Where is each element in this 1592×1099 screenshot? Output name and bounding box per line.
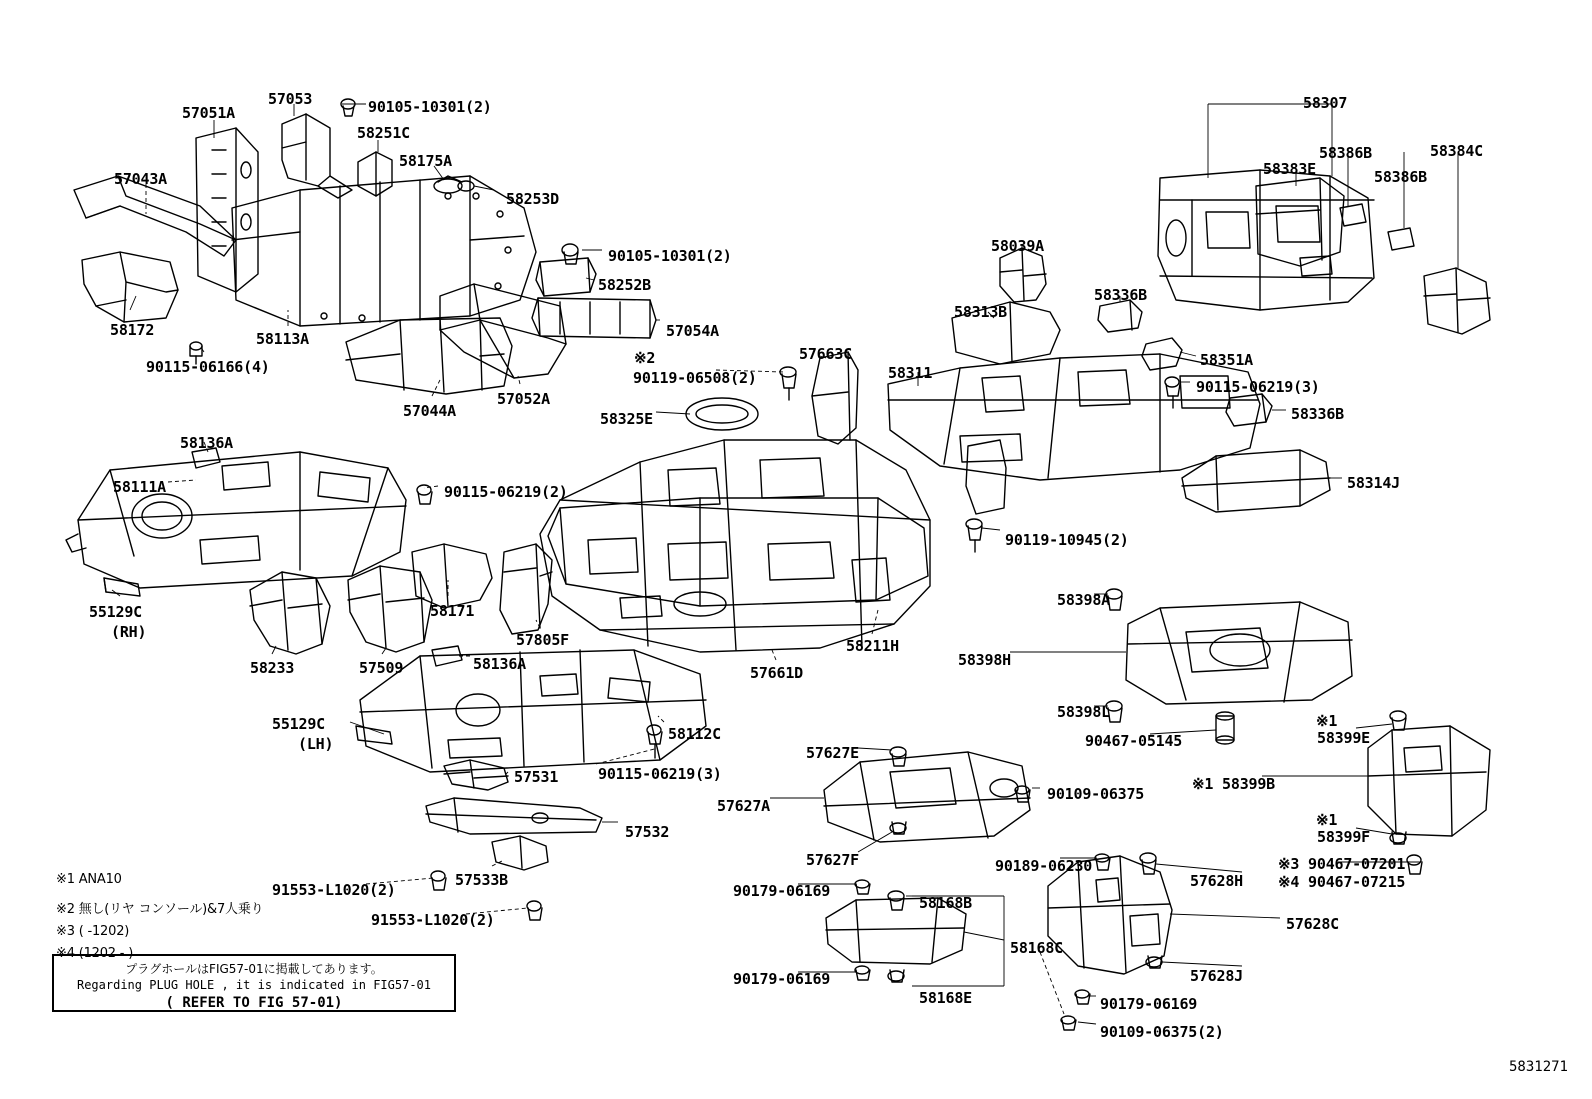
part-label-l71: ※4 90467-07215 bbox=[1278, 873, 1406, 891]
part-58175a bbox=[434, 176, 462, 193]
part-label-l35: 90115-06219(3) bbox=[598, 765, 722, 783]
part-label-l58: 90467-05145 bbox=[1085, 732, 1183, 750]
part-label-l80: 90109-06375(2) bbox=[1100, 1023, 1224, 1041]
part-58384c bbox=[1424, 268, 1490, 334]
part-label-l62: ※1 bbox=[1316, 811, 1338, 829]
fastener-90115-06219-b bbox=[647, 725, 662, 758]
part-label-l43: 58384C bbox=[1430, 142, 1483, 160]
part-55129c-rh bbox=[104, 578, 140, 596]
part-57052a bbox=[440, 284, 566, 378]
part-label-l42: 58386B bbox=[1319, 144, 1372, 162]
part-label-l14: ※2 bbox=[634, 349, 656, 367]
part-label-l16: 57663C bbox=[799, 345, 852, 363]
part-label-l30: 57661D bbox=[750, 664, 803, 682]
part-label-l13: 90115-06166(4) bbox=[146, 358, 270, 376]
note-4: ※4 (1202 - ) bbox=[56, 946, 134, 961]
part-label-l20: 58136A bbox=[180, 434, 233, 452]
part-label-l37: 57532 bbox=[625, 823, 670, 841]
fastener-90189-06230 bbox=[1095, 854, 1110, 870]
part-57533b bbox=[492, 836, 548, 870]
part-58311 bbox=[888, 354, 1260, 480]
part-58383e bbox=[1256, 178, 1344, 266]
part-58399b bbox=[1368, 726, 1490, 836]
part-label-l22: 90115-06219(2) bbox=[444, 483, 568, 501]
part-label-l48: 58313B bbox=[954, 303, 1007, 321]
part-label-l21: 58111A bbox=[113, 478, 166, 496]
part-58253d bbox=[458, 181, 474, 191]
part-57509 bbox=[348, 566, 432, 652]
fastener-58168e bbox=[888, 970, 904, 982]
part-58112c bbox=[360, 650, 706, 772]
fastener-90105-10301-a bbox=[341, 99, 355, 116]
part-label-l9: 58252B bbox=[598, 276, 651, 294]
part-label-l29: 57805F bbox=[516, 631, 569, 649]
part-label-l70: ※3 90467-07201 bbox=[1278, 855, 1406, 873]
part-label-l67: 57627F bbox=[806, 851, 859, 869]
part-label-l40: 91553-L1020(2) bbox=[371, 911, 495, 929]
part-label-l65: 57627A bbox=[717, 797, 770, 815]
part-label-l64: 57627E bbox=[806, 744, 859, 762]
part-label-l39: 91553-L1020(2) bbox=[272, 881, 396, 899]
part-label-l79: 90179-06169 bbox=[1100, 995, 1198, 1013]
fastener-90109-06375-a bbox=[1015, 786, 1030, 802]
part-58386b-b bbox=[1388, 228, 1414, 250]
part-label-l75: 58168C bbox=[1010, 939, 1063, 957]
fastener-90119-10945 bbox=[966, 519, 982, 552]
part-label-l24: (RH) bbox=[111, 623, 147, 641]
part-58311-crossmember bbox=[966, 440, 1006, 514]
note-line-ref: ( REFER TO FIG 57-01) bbox=[165, 995, 343, 1011]
part-58172 bbox=[82, 252, 178, 322]
part-57532 bbox=[426, 798, 602, 834]
part-57805f bbox=[500, 544, 552, 634]
part-58171 bbox=[412, 544, 492, 608]
part-57051a bbox=[196, 128, 258, 292]
fastener-58399e bbox=[1390, 711, 1406, 730]
fastener-57627e bbox=[890, 747, 906, 766]
fastener-57628j bbox=[1146, 956, 1162, 968]
part-label-l15: 90119-06508(2) bbox=[633, 369, 757, 387]
part-57043a bbox=[74, 176, 236, 256]
part-label-l18: 57052A bbox=[497, 390, 550, 408]
part-label-l54: 90119-10945(2) bbox=[1005, 531, 1129, 549]
part-58039a bbox=[1000, 248, 1046, 302]
note-line-jp: プラグホールはFIG57-01に掲載してあります。 bbox=[125, 962, 383, 976]
part-label-l52: 58336B bbox=[1291, 405, 1344, 423]
part-58314j bbox=[1182, 450, 1330, 512]
part-label-l53: 58314J bbox=[1347, 474, 1400, 492]
fastener-58399f bbox=[1390, 832, 1406, 844]
fastener-90179-06169-c bbox=[1075, 990, 1090, 1004]
fastener-57627f bbox=[890, 822, 906, 834]
part-58233 bbox=[250, 572, 330, 654]
part-label-l26: 58233 bbox=[250, 659, 295, 677]
fastener-91553-l1020-b bbox=[527, 901, 542, 920]
part-label-l45: 58386B bbox=[1374, 168, 1427, 186]
part-label-l7: 58253D bbox=[506, 190, 559, 208]
part-57531 bbox=[444, 760, 508, 790]
part-label-l36: 57531 bbox=[514, 768, 559, 786]
note-line-en: Regarding PLUG HOLE , it is indicated in FIG57-01 bbox=[76, 978, 431, 992]
part-label-l27: 57509 bbox=[359, 659, 404, 677]
part-58111a bbox=[66, 452, 406, 588]
part-label-l60: 58399E bbox=[1317, 729, 1370, 747]
part-58398h bbox=[1126, 602, 1352, 704]
part-label-l31: 58211H bbox=[846, 637, 899, 655]
part-label-l23: 55129C bbox=[89, 603, 142, 621]
part-label-l41: 58307 bbox=[1303, 94, 1348, 112]
part-label-l8: 90105-10301(2) bbox=[608, 247, 732, 265]
part-57053 bbox=[282, 114, 352, 198]
part-58336b-lower bbox=[1226, 394, 1272, 426]
part-label-l34: 58112C bbox=[668, 725, 721, 743]
part-label-l17: 57044A bbox=[403, 402, 456, 420]
part-58307 bbox=[1158, 170, 1374, 310]
part-57044a bbox=[346, 318, 512, 394]
part-label-l10: 58172 bbox=[110, 321, 155, 339]
part-label-l25: 58171 bbox=[430, 602, 475, 620]
part-label-l2: 57053 bbox=[268, 90, 313, 108]
part-58336b-upper bbox=[1098, 300, 1142, 332]
part-label-l63: 58399F bbox=[1317, 828, 1370, 846]
part-label-l51: 90115-06219(3) bbox=[1196, 378, 1320, 396]
fastener-90105-10301-b bbox=[562, 244, 578, 264]
fastener-90115-06219-c bbox=[1165, 377, 1180, 408]
part-label-l33: (LH) bbox=[298, 735, 334, 753]
note-1: ※1 ANA10 bbox=[56, 872, 122, 887]
fastener-90179-06169-b bbox=[855, 966, 870, 980]
part-label-l44: 58383E bbox=[1263, 160, 1316, 178]
part-57627a bbox=[824, 752, 1030, 842]
part-label-l5: 58175A bbox=[399, 152, 452, 170]
part-label-l59: ※1 bbox=[1316, 712, 1338, 730]
part-58386b-a bbox=[1340, 204, 1366, 226]
part-label-l66: 90109-06375 bbox=[1047, 785, 1145, 803]
fastener-90119-06508 bbox=[780, 367, 796, 400]
part-label-l3: 90105-10301(2) bbox=[368, 98, 492, 116]
fastener-90115-06219-a bbox=[417, 485, 432, 504]
part-label-l50: 58311 bbox=[888, 364, 933, 382]
part-label-l69: 57628H bbox=[1190, 872, 1243, 890]
fastener-90179-06169-a bbox=[855, 880, 870, 894]
note-2: ※2 無し(リヤ コンソール)&7人乗り bbox=[56, 902, 264, 917]
part-label-l78: 58168E bbox=[919, 989, 972, 1007]
part-58252b bbox=[536, 258, 596, 296]
part-label-l11: 58113A bbox=[256, 330, 309, 348]
part-label-l57: 58398L bbox=[1057, 703, 1110, 721]
part-label-l68: 90189-06230 bbox=[995, 857, 1093, 875]
fastener-90109-06375-b bbox=[1061, 1016, 1076, 1030]
part-label-l19: 58325E bbox=[600, 410, 653, 428]
part-label-l1: 57051A bbox=[182, 104, 235, 122]
part-58113a bbox=[232, 176, 536, 326]
diagram-id-code: 5831271 bbox=[1508, 1059, 1568, 1075]
part-label-l12: 57054A bbox=[666, 322, 719, 340]
fastener-90467-07201 bbox=[1407, 855, 1422, 874]
part-label-l56: 58398H bbox=[958, 651, 1011, 669]
part-label-l49: 58351A bbox=[1200, 351, 1253, 369]
part-57054a bbox=[532, 298, 656, 338]
plug-hole-note-box bbox=[52, 954, 456, 1012]
part-label-l76: 57628J bbox=[1190, 967, 1243, 985]
part-label-l46: 58039A bbox=[991, 237, 1044, 255]
part-label-l6: 57043A bbox=[114, 170, 167, 188]
part-label-l77: 90179-06169 bbox=[733, 970, 831, 988]
part-58251c bbox=[358, 152, 392, 196]
fastener-90467-05145 bbox=[1216, 712, 1234, 744]
part-58211h bbox=[548, 498, 928, 606]
part-label-l28: 58136A bbox=[473, 655, 526, 673]
part-58351a bbox=[1142, 338, 1182, 370]
part-55129c-lh bbox=[356, 726, 392, 744]
part-label-l55: 58398A bbox=[1057, 591, 1110, 609]
part-58136a-lower bbox=[432, 646, 462, 666]
part-57661d bbox=[540, 440, 930, 652]
part-label-l47: 58336B bbox=[1094, 286, 1147, 304]
part-label-l38: 57533B bbox=[455, 871, 508, 889]
fastener-58168b bbox=[888, 891, 904, 910]
part-label-l4: 58251C bbox=[357, 124, 410, 142]
fastener-57628h bbox=[1140, 853, 1156, 874]
part-label-l72: 90179-06169 bbox=[733, 882, 831, 900]
part-label-l74: 57628C bbox=[1286, 915, 1339, 933]
part-label-l32: 55129C bbox=[272, 715, 325, 733]
part-57663c bbox=[812, 352, 858, 444]
note-3: ※3 ( -1202) bbox=[56, 924, 130, 939]
fastener-91553-l1020-a bbox=[431, 871, 446, 890]
part-label-l61: ※1 58399B bbox=[1192, 775, 1276, 793]
part-label-l73: 58168B bbox=[919, 894, 972, 912]
part-58325e bbox=[686, 398, 758, 430]
